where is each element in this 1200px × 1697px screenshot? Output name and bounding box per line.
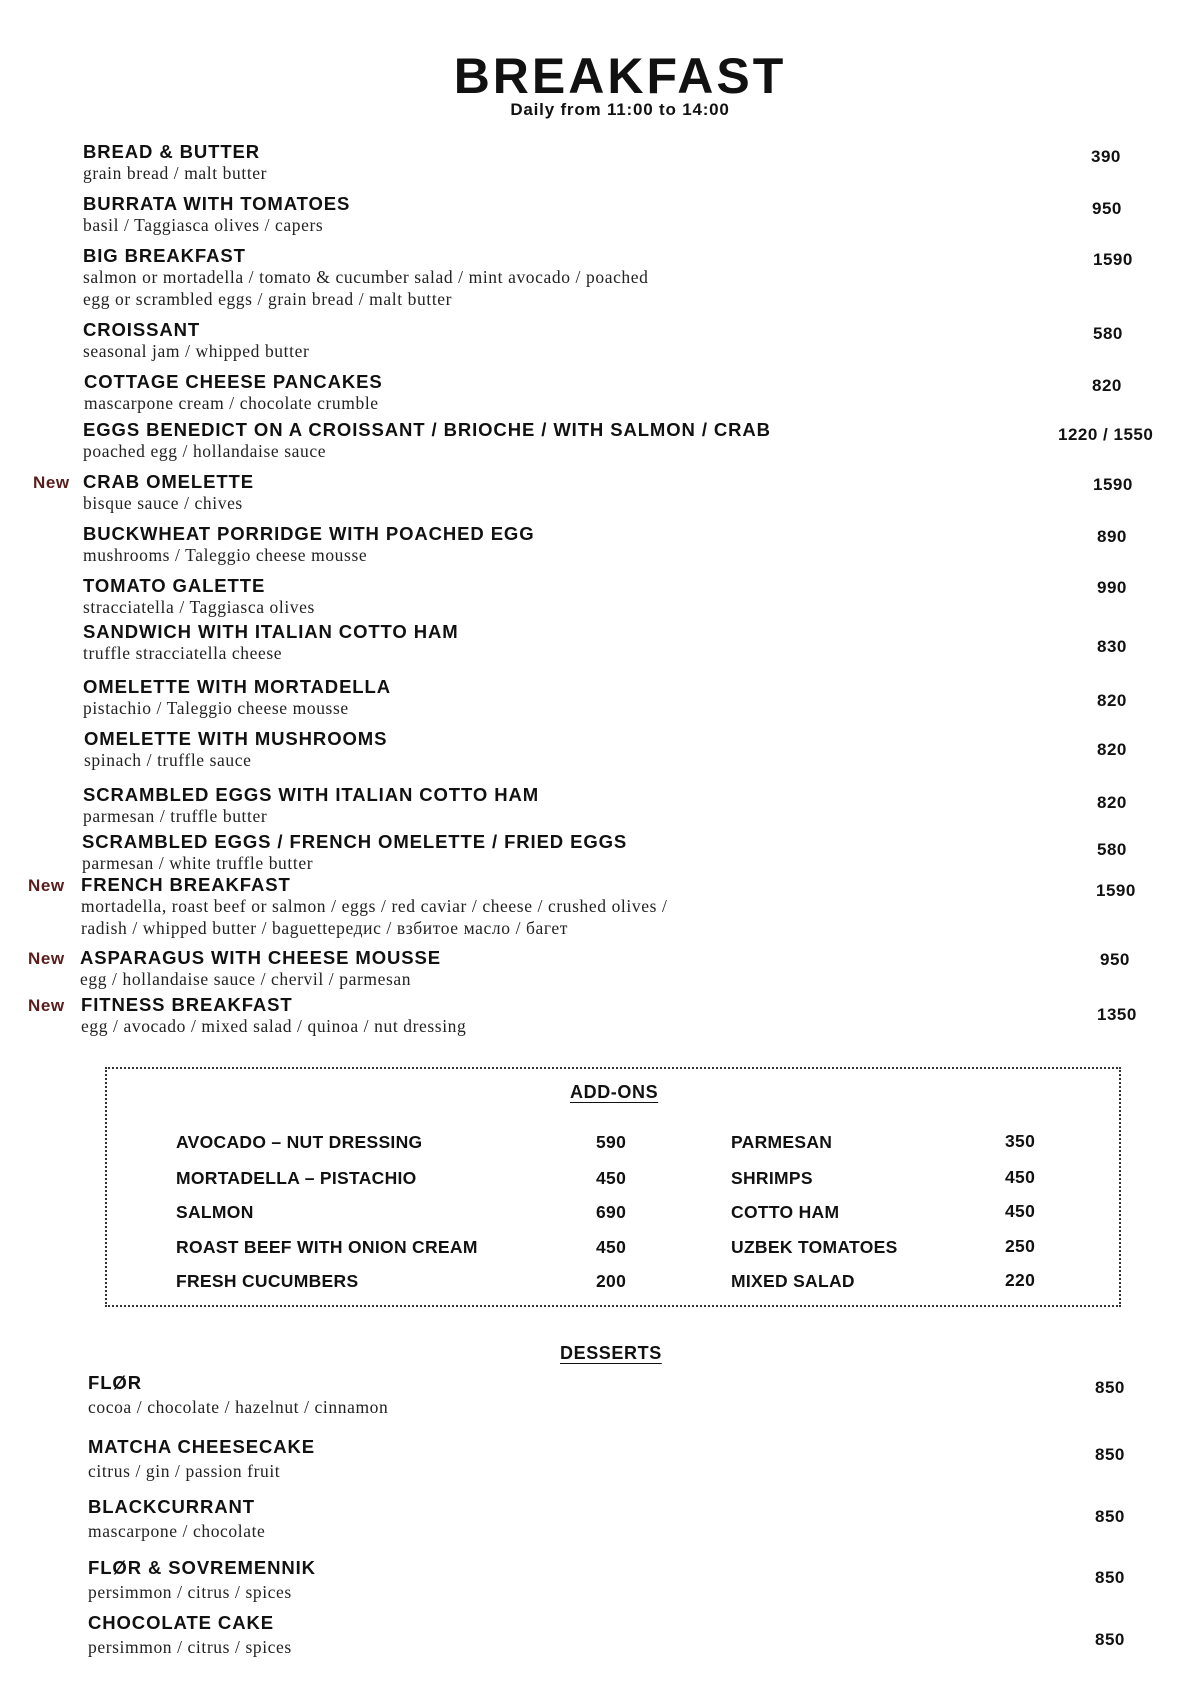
addon-name: MIXED SALAD bbox=[731, 1271, 855, 1291]
menu-item-name: TOMATO GALETTE bbox=[83, 575, 266, 596]
dessert-price: 850 bbox=[1095, 1568, 1125, 1587]
addon-price: 590 bbox=[596, 1132, 627, 1152]
menu-item-name: COTTAGE CHEESE PANCAKES bbox=[84, 371, 383, 392]
addon-name: SHRIMPS bbox=[731, 1168, 813, 1188]
menu-item-name: FITNESS BREAKFAST bbox=[81, 994, 293, 1015]
menu-item-description: radish / whipped butter / baguetteредис / взбитое масло / багет bbox=[81, 918, 569, 938]
addon-price: 250 bbox=[1005, 1236, 1036, 1256]
menu-item-price: 820 bbox=[1092, 376, 1122, 395]
menu-item-description: parmesan / white truffle butter bbox=[82, 853, 314, 873]
dessert-name: BLACKCURRANT bbox=[88, 1496, 256, 1517]
addon-name: FRESH CUCUMBERS bbox=[176, 1271, 359, 1291]
menu-item bbox=[83, 784, 1183, 827]
dessert-description: persimmon / citrus / spices bbox=[88, 1637, 292, 1657]
dessert-name: CHOCOLATE CAKE bbox=[88, 1612, 274, 1633]
menu-item-price: 820 bbox=[1097, 793, 1127, 812]
menu-item-name: CRAB OMELETTE bbox=[83, 471, 255, 492]
menu-item-description: egg or scrambled eggs / grain bread / malt butter bbox=[83, 289, 453, 309]
menu-item-description: spinach / truffle sauce bbox=[84, 750, 252, 770]
menu-item-description: truffle stracciatella cheese bbox=[83, 643, 283, 663]
dessert-name: MATCHA CHEESECAKE bbox=[88, 1436, 316, 1457]
addon-price: 450 bbox=[596, 1168, 627, 1188]
page-title: BREAKFAST bbox=[453, 48, 787, 104]
addon-name: UZBEK TOMATOES bbox=[731, 1237, 898, 1257]
addon-price: 200 bbox=[596, 1271, 627, 1291]
dessert-item bbox=[88, 1372, 1188, 1418]
menu-item-description: mortadella, roast beef or salmon / eggs / red caviar / cheese / crushed olives / bbox=[81, 896, 668, 916]
desserts-title: DESSERTS bbox=[560, 1343, 662, 1363]
menu-item-name: FRENCH BREAKFAST bbox=[81, 874, 291, 895]
menu-item-price: 580 bbox=[1097, 840, 1127, 859]
dessert-description: citrus / gin / passion fruit bbox=[88, 1461, 281, 1481]
new-badge: New bbox=[33, 473, 70, 492]
menu-item bbox=[81, 994, 1181, 1037]
menu-item-price: 1220 / 1550 bbox=[1058, 425, 1154, 444]
menu-item-price: 1590 bbox=[1093, 250, 1133, 269]
menu-item bbox=[83, 523, 1183, 566]
addon-name: COTTO HAM bbox=[731, 1202, 840, 1222]
dessert-description: persimmon / citrus / spices bbox=[88, 1582, 292, 1602]
menu-item-name: OMELETTE WITH MORTADELLA bbox=[83, 676, 391, 697]
menu-item-description: egg / avocado / mixed salad / quinoa / nut dressing bbox=[81, 1016, 467, 1036]
menu-item bbox=[84, 728, 1184, 771]
addon-price: 450 bbox=[1005, 1167, 1036, 1187]
menu-item-description: grain bread / malt butter bbox=[83, 163, 268, 183]
menu-item-name: CROISSANT bbox=[83, 319, 201, 340]
menu-item-name: BREAD & BUTTER bbox=[83, 141, 261, 162]
menu-item bbox=[83, 319, 1183, 362]
dessert-name: FLØR & SOVREMENNIK bbox=[88, 1557, 316, 1578]
menu-item-description: basil / Taggiasca olives / capers bbox=[83, 215, 324, 235]
menu-item-price: 580 bbox=[1093, 324, 1123, 343]
menu-item bbox=[83, 141, 1183, 184]
dessert-item bbox=[88, 1496, 1188, 1542]
menu-item-description: poached egg / hollandaise sauce bbox=[83, 441, 327, 461]
addons-title: ADD-ONS bbox=[570, 1082, 659, 1102]
menu-item-name: SCRAMBLED EGGS / FRENCH OMELETTE / FRIED EGGS bbox=[82, 831, 628, 852]
dessert-item bbox=[88, 1557, 1188, 1603]
menu-item-price: 1590 bbox=[1096, 881, 1136, 900]
menu-item-name: SANDWICH WITH ITALIAN COTTO HAM bbox=[83, 621, 459, 642]
menu-item bbox=[83, 575, 1183, 618]
new-badge: New bbox=[28, 949, 65, 968]
menu-item-name: EGGS BENEDICT ON A CROISSANT / BRIOCHE / WITH SALMON / CRAB bbox=[83, 419, 771, 440]
dessert-description: cocoa / chocolate / hazelnut / cinnamon bbox=[88, 1397, 389, 1417]
addon-name: PARMESAN bbox=[731, 1132, 833, 1152]
menu-item-price: 1590 bbox=[1093, 475, 1133, 494]
menu-item-price: 950 bbox=[1100, 950, 1130, 969]
addon-price: 350 bbox=[1005, 1131, 1036, 1151]
menu-item-description: bisque sauce / chives bbox=[83, 493, 243, 513]
menu-item-name: BIG BREAKFAST bbox=[83, 245, 246, 266]
addon-price: 690 bbox=[596, 1202, 627, 1222]
menu-item bbox=[83, 621, 1183, 664]
dessert-price: 850 bbox=[1095, 1378, 1125, 1397]
menu-item-name: BURRATA WITH TOMATOES bbox=[83, 193, 351, 214]
new-badge: New bbox=[28, 876, 65, 895]
addon-name: SALMON bbox=[176, 1202, 254, 1222]
menu-item-description: egg / hollandaise sauce / chervil / parmesan bbox=[80, 969, 412, 989]
page-subtitle: Daily from 11:00 to 14:00 bbox=[510, 100, 730, 119]
menu-item-price: 820 bbox=[1097, 740, 1127, 759]
menu-item-description: salmon or mortadella / tomato & cucumber salad / mint avocado / poached bbox=[83, 267, 649, 287]
menu-item-price: 830 bbox=[1097, 637, 1127, 656]
menu-item-price: 890 bbox=[1097, 527, 1127, 546]
menu-item-price: 390 bbox=[1091, 147, 1121, 166]
menu-item bbox=[82, 831, 1182, 874]
menu-item-name: BUCKWHEAT PORRIDGE WITH POACHED EGG bbox=[83, 523, 535, 544]
menu-item-price: 990 bbox=[1097, 578, 1127, 597]
dessert-price: 850 bbox=[1095, 1630, 1125, 1649]
menu-item-price: 820 bbox=[1097, 691, 1127, 710]
menu-item bbox=[83, 193, 1183, 236]
menu-item bbox=[83, 245, 1183, 310]
addon-name: AVOCADO – NUT DRESSING bbox=[176, 1132, 423, 1152]
menu-item-price: 1350 bbox=[1097, 1005, 1137, 1024]
menu-item bbox=[83, 471, 1183, 514]
menu-item-description: mushrooms / Taleggio cheese mousse bbox=[83, 545, 368, 565]
dessert-item bbox=[88, 1612, 1188, 1658]
new-badge: New bbox=[28, 996, 65, 1015]
dessert-description: mascarpone / chocolate bbox=[88, 1521, 266, 1541]
menu-item-description: stracciatella / Taggiasca olives bbox=[83, 597, 315, 617]
addon-name: ROAST BEEF WITH ONION CREAM bbox=[176, 1237, 478, 1257]
addon-price: 220 bbox=[1005, 1270, 1036, 1290]
menu-item-description: pistachio / Taleggio cheese mousse bbox=[83, 698, 349, 718]
menu-item-name: OMELETTE WITH MUSHROOMS bbox=[84, 728, 388, 749]
addon-price: 450 bbox=[596, 1237, 627, 1257]
menu-item-description: seasonal jam / whipped butter bbox=[83, 341, 310, 361]
dessert-item bbox=[88, 1436, 1188, 1482]
menu-item-description: parmesan / truffle butter bbox=[83, 806, 268, 826]
menu-item-name: SCRAMBLED EGGS WITH ITALIAN COTTO HAM bbox=[83, 784, 540, 805]
dessert-name: FLØR bbox=[88, 1372, 142, 1393]
menu-item-description: mascarpone cream / chocolate crumble bbox=[84, 393, 379, 413]
addon-name: MORTADELLA – PISTACHIO bbox=[176, 1168, 417, 1188]
addon-price: 450 bbox=[1005, 1201, 1036, 1221]
menu-item-price: 950 bbox=[1092, 199, 1122, 218]
menu-item bbox=[81, 874, 1181, 939]
menu-item bbox=[84, 371, 1184, 414]
menu-item-name: ASPARAGUS WITH CHEESE MOUSSE bbox=[80, 947, 441, 968]
dessert-price: 850 bbox=[1095, 1445, 1125, 1464]
dessert-price: 850 bbox=[1095, 1507, 1125, 1526]
menu-item bbox=[83, 419, 1183, 462]
menu-item bbox=[83, 676, 1183, 719]
menu-item bbox=[80, 947, 1180, 990]
